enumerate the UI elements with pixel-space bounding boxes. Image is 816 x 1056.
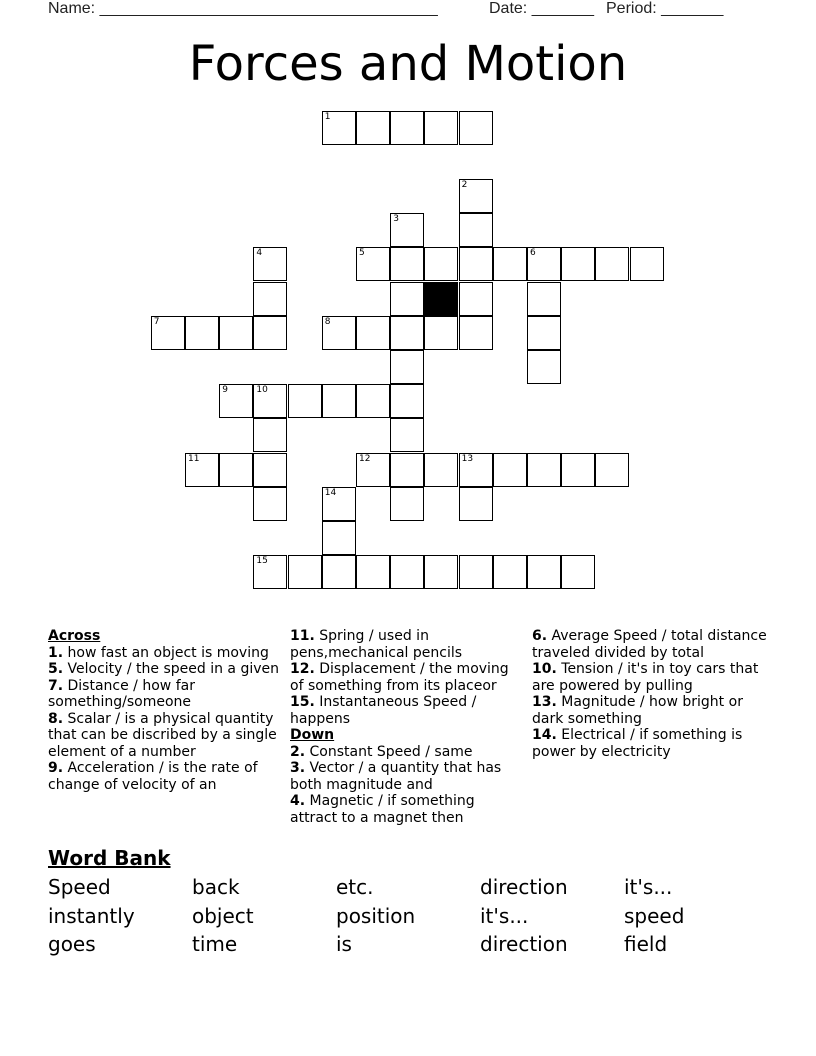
crossword-cell[interactable] [253, 384, 287, 418]
clue-number: 4 [256, 248, 263, 259]
crossword-cell[interactable] [253, 487, 287, 521]
crossword-cell[interactable] [390, 350, 424, 384]
clue-number: 10 [256, 385, 268, 396]
crossword-cell[interactable] [322, 316, 356, 350]
crossword-cell[interactable] [424, 316, 458, 350]
word-bank-grid [48, 873, 768, 959]
crossword-cell[interactable] [527, 247, 561, 281]
crossword-cell[interactable] [253, 418, 287, 452]
across-clue-15: 15. Instantaneous Speed / happens [290, 694, 477, 727]
crossword-cell[interactable] [493, 555, 527, 589]
crossword-cell[interactable] [288, 555, 322, 589]
word-bank-word: time [192, 932, 238, 956]
word-bank-word: field [624, 932, 668, 956]
clue-number: 6 [530, 248, 536, 259]
down-clue-2: 2. Constant Speed / same [290, 743, 473, 760]
crossword-cell[interactable] [561, 247, 595, 281]
crossword-cell[interactable] [424, 453, 458, 487]
across-clue-12: 12. Displacement / the moving of something from its placeor [290, 661, 509, 694]
crossword-cell[interactable] [253, 316, 287, 350]
crossword-cell[interactable] [424, 247, 458, 281]
word-bank-word: back [192, 875, 240, 899]
crossword-cell[interactable] [390, 247, 424, 281]
crossword-cell[interactable] [185, 316, 219, 350]
clue-number: 14 [324, 487, 337, 498]
crossword-cell[interactable] [356, 247, 390, 281]
word-bank-word: etc. [336, 875, 374, 899]
crossword-cell[interactable] [527, 453, 561, 487]
crossword-cell[interactable] [356, 453, 390, 487]
crossword-cell[interactable] [356, 384, 390, 418]
clue-number: 11 [188, 453, 200, 464]
crossword-cell[interactable] [527, 555, 561, 589]
clue-number: 3 [393, 214, 399, 225]
crossword-cell[interactable] [322, 111, 356, 145]
crossword-cell[interactable] [527, 282, 561, 316]
across-clue-7: 7. Distance / how far something/someone [48, 677, 195, 710]
clue-number: 5 [359, 248, 365, 259]
crossword-cell[interactable] [253, 555, 287, 589]
crossword-cell[interactable] [561, 453, 595, 487]
clue-number: 12 [359, 453, 371, 464]
crossword-cell[interactable] [356, 111, 390, 145]
crossword-cell[interactable] [390, 418, 424, 452]
across-clue-11: 11. Spring / used in pens,mechanical pencils [290, 628, 463, 661]
crossword-cell[interactable] [459, 213, 493, 247]
down-clue-3: 3. Vector / a quantity that has both magnitude and [290, 760, 502, 793]
across-clue-8: 8. Scalar / is a physical quantity that can be discribed by a single element of a number [48, 710, 277, 760]
date-field[interactable]: Date: _______ [489, 0, 594, 17]
crossword-cell[interactable] [253, 247, 287, 281]
crossword-cell[interactable] [253, 282, 287, 316]
down-clue-14: 14. Electrical / if something is power by electricity [532, 727, 743, 760]
down-clue-4: 4. Magnetic / if something attract to a magnet then [290, 793, 475, 826]
crossword-cell[interactable] [390, 487, 424, 521]
clue-number: 2 [461, 180, 468, 190]
word-bank-word: instantly [48, 903, 135, 928]
crossword-cell[interactable] [630, 247, 664, 281]
down-clue-13: 13. Magnitude / how bright or dark something [532, 694, 743, 727]
down-heading: Down [290, 727, 335, 743]
word-bank-word: position [336, 903, 416, 928]
crossword-cell[interactable] [219, 384, 253, 418]
crossword-cell[interactable] [424, 555, 458, 589]
crossword-cell[interactable] [459, 555, 493, 589]
crossword-cell[interactable] [151, 316, 185, 350]
word-bank-word: goes [48, 932, 96, 956]
period-field[interactable]: Period: _______ [606, 0, 724, 17]
word-bank-word: object [192, 903, 254, 928]
crossword-cell[interactable] [459, 111, 493, 145]
crossword-cell[interactable] [459, 453, 493, 487]
clue-number: 13 [461, 453, 474, 464]
crossword-cell[interactable] [459, 247, 493, 281]
crossword-cell[interactable] [356, 316, 390, 350]
crossword-cell[interactable] [527, 350, 561, 384]
crossword-cell[interactable] [493, 453, 527, 487]
word-bank-word: it's... [624, 875, 673, 899]
clue-number: 8 [324, 316, 331, 327]
clue-number: 9 [222, 385, 228, 396]
crossword-cell[interactable] [595, 453, 629, 487]
clue-number: 1 [324, 111, 331, 122]
across-clue-9: 9. Acceleration / is the rate of change of velocity of an [48, 760, 258, 793]
crossword-cell[interactable] [322, 384, 356, 418]
crossword-cell[interactable] [459, 179, 493, 213]
word-bank-word: speed [624, 903, 685, 928]
crossword-cell[interactable] [561, 555, 595, 589]
crossword-cell[interactable] [219, 316, 253, 350]
crossword-cell[interactable] [459, 487, 493, 521]
crossword-cell[interactable] [390, 453, 424, 487]
down-clue-10: 10. Tension / it's in toy cars that are powered by pulling [532, 661, 759, 694]
crossword-cell[interactable] [527, 316, 561, 350]
word-bank-word: is [336, 932, 352, 956]
crossword-cell[interactable] [595, 247, 629, 281]
name-field[interactable]: Name: ______________________________________ [48, 0, 438, 17]
crossword-cell[interactable] [322, 555, 356, 589]
crossword-cell[interactable] [322, 487, 356, 521]
crossword-cell[interactable] [356, 555, 390, 589]
crossword-cell[interactable] [288, 384, 322, 418]
crossword-cell[interactable] [390, 213, 424, 247]
crossword-cell[interactable] [185, 453, 219, 487]
across-clue-5: 5. Velocity / the speed in a given [48, 661, 280, 677]
page-title: Forces and Motion [188, 36, 628, 92]
word-bank-word: direction [480, 932, 568, 956]
crossword-cell[interactable] [390, 555, 424, 589]
crossword-cell[interactable] [424, 111, 458, 145]
crossword-cell[interactable] [390, 316, 424, 350]
crossword-cell[interactable] [390, 384, 424, 418]
down-clue-6: 6. Average Speed / total distance traveled divided by total [532, 628, 767, 661]
clues-column-3 [532, 628, 768, 760]
crossword-blocked-cell [424, 282, 458, 316]
crossword-cell[interactable] [219, 453, 253, 487]
word-bank-title: Word Bank [48, 846, 171, 870]
word-bank-word: it's... [480, 903, 529, 928]
word-bank-word: direction [480, 875, 568, 899]
clues-column-2 [290, 628, 526, 826]
clue-number: 15 [256, 556, 268, 567]
across-clue-1: 1. how fast an object is moving [48, 644, 269, 661]
across-heading: Across [48, 628, 101, 644]
crossword-cell[interactable] [390, 111, 424, 145]
word-bank-word: Speed [48, 875, 111, 899]
crossword-cell[interactable] [322, 521, 356, 555]
crossword-cell[interactable] [459, 316, 493, 350]
crossword-cell[interactable] [459, 282, 493, 316]
crossword-cell[interactable] [390, 282, 424, 316]
crossword-cell[interactable] [493, 247, 527, 281]
clue-number: 7 [153, 316, 160, 327]
crossword-cell[interactable] [253, 453, 287, 487]
clues-column-1 [48, 628, 284, 793]
